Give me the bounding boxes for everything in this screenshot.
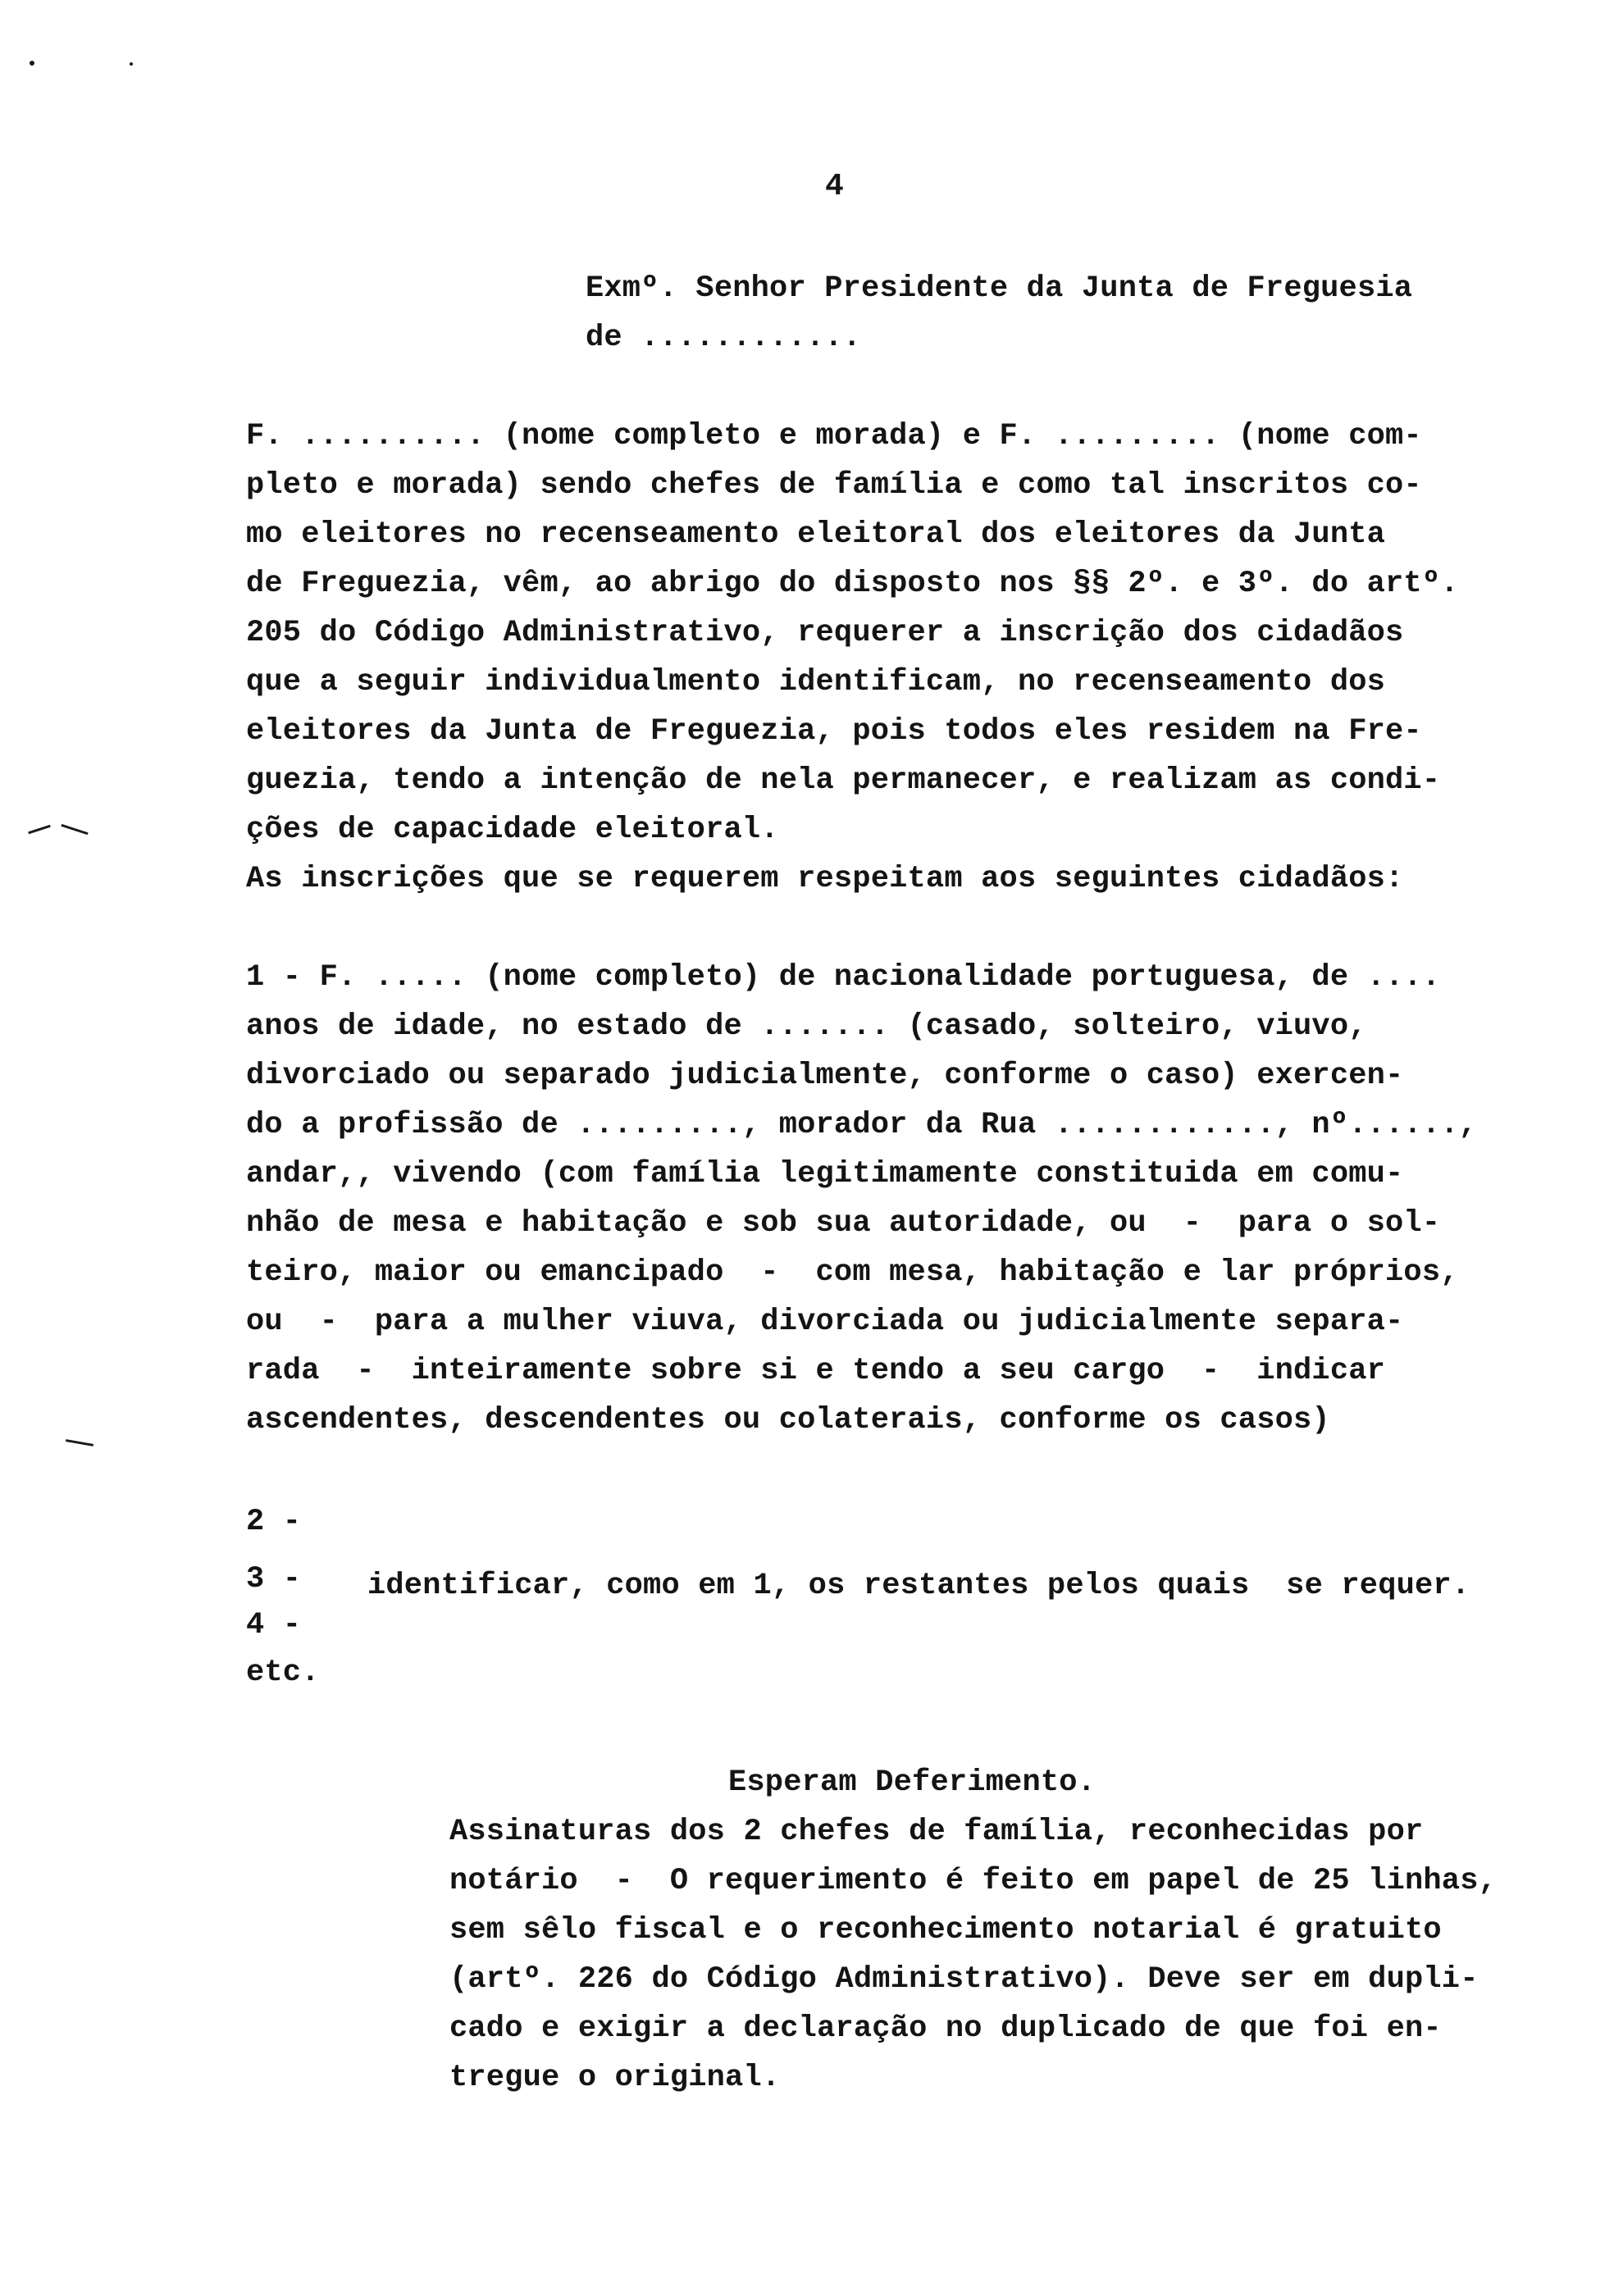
body-line: de Freguezia, vêm, ao abrigo do disposto nos §§ 2º. e 3º. do artº.	[246, 567, 1459, 601]
body-line: 205 do Código Administrativo, requerer a inscrição dos cidadãos	[246, 616, 1404, 650]
list-number: 3 -	[246, 1562, 302, 1597]
item-1-line: nhão de mesa e habitação e sob sua autoridade, ou - para o sol-	[246, 1206, 1441, 1241]
item-1-line: 1 - F. ..... (nome completo) de nacionalidade portuguesa, de ....	[246, 960, 1441, 995]
body-line: As inscrições que se requerem respeitam aos seguintes cidadãos:	[246, 862, 1404, 896]
item-1-line: andar,, vivendo (com família legitimamente constituida em comu-	[246, 1157, 1404, 1191]
list-note: identificar, como em 1, os restantes pelos quais se requer.	[367, 1569, 1470, 1603]
body-line: F. .......... (nome completo e morada) e F. ......... (nome com-	[246, 419, 1422, 453]
margin-mark	[61, 824, 88, 835]
scan-speck	[30, 61, 34, 66]
closing-note: Assinaturas dos 2 chefes de família, reconhecidas por	[449, 1815, 1424, 1849]
item-1-line: teiro, maior ou emancipado - com mesa, habitação e lar próprios,	[246, 1255, 1459, 1290]
item-1-line: ou - para a mulher viuva, divorciada ou judicialmente separa-	[246, 1305, 1404, 1339]
closing-note: cado e exigir a declaração no duplicado de que foi en-	[449, 2011, 1442, 2046]
margin-mark	[66, 1439, 93, 1446]
closing-note: notário - O requerimento é feito em papel de 25 linhas,	[449, 1864, 1498, 1898]
address-line-2: de ............	[586, 321, 862, 355]
body-line: eleitores da Junta de Freguezia, pois todos eles residem na Fre-	[246, 714, 1422, 749]
closing-greeting: Esperam Deferimento.	[728, 1765, 1097, 1800]
closing-note: tregue o original.	[449, 2061, 781, 2095]
scan-speck	[130, 62, 133, 66]
body-line: pleto e morada) sendo chefes de família e como tal inscritos co-	[246, 468, 1422, 503]
item-1-line: divorciado ou separado judicialmente, conforme o caso) exercen-	[246, 1059, 1404, 1093]
body-line: que a seguir individualmento identificam, no recenseamento dos	[246, 665, 1386, 699]
body-line: guezia, tendo a intenção de nela permanecer, e realizam as condi-	[246, 763, 1441, 798]
list-number: 4 -	[246, 1608, 302, 1642]
body-line: ções de capacidade eleitoral.	[246, 813, 779, 847]
item-1-line: do a profissão de ........., morador da Rua ............, nº......,	[246, 1108, 1478, 1142]
list-number: etc.	[246, 1656, 320, 1690]
body-line: mo eleitores no recenseamento eleitoral dos eleitores da Junta	[246, 517, 1386, 552]
item-1-line: anos de idade, no estado de ....... (casado, solteiro, viuvo,	[246, 1009, 1367, 1044]
address-line-1: Exmº. Senhor Presidente da Junta de Freguesia	[586, 271, 1413, 306]
item-1-line: rada - inteiramente sobre si e tendo a seu cargo - indicar	[246, 1354, 1386, 1388]
margin-mark	[28, 825, 51, 835]
list-number: 2 -	[246, 1505, 302, 1539]
closing-note: (artº. 226 do Código Administrativo). Deve ser em dupli-	[449, 1962, 1479, 1997]
closing-note: sem sêlo fiscal e o reconhecimento notarial é gratuito	[449, 1913, 1442, 1947]
page-number: 4	[825, 169, 844, 204]
item-1-line: ascendentes, descendentes ou colaterais, conforme os casos)	[246, 1403, 1330, 1437]
